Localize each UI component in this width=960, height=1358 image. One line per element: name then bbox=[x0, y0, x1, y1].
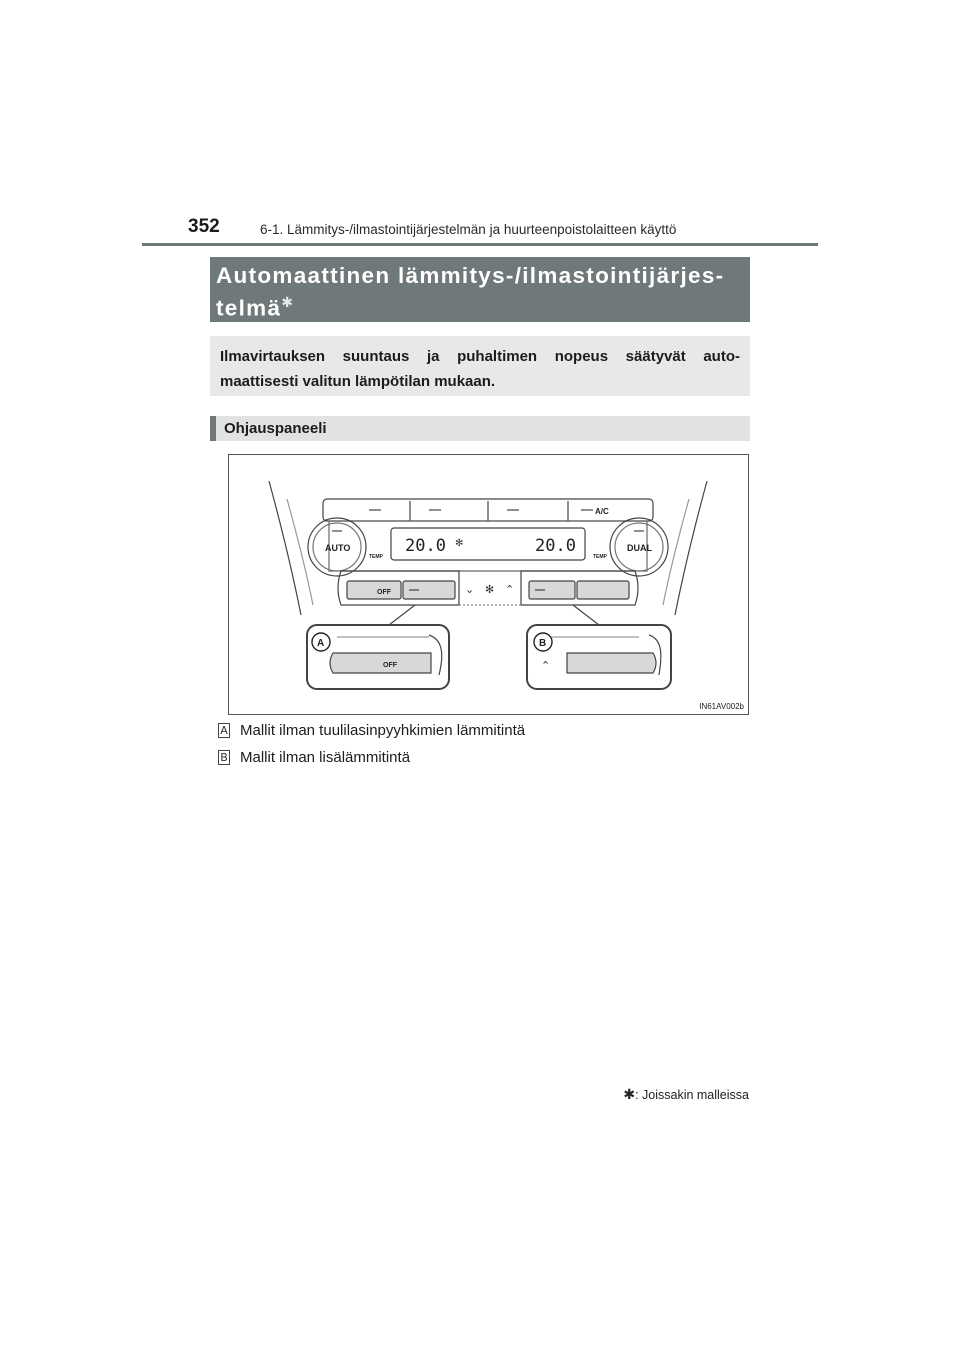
right-temp-display: 20.0 bbox=[535, 536, 576, 556]
footnote bbox=[623, 1086, 749, 1103]
legend-badge-a: A bbox=[218, 723, 230, 738]
off-button-label[interactable]: OFF bbox=[377, 589, 391, 596]
page-title-text: Automaattinen lämmitys-/ilmastointijärjes- telmä bbox=[216, 263, 725, 321]
legend-badge-b: B bbox=[218, 750, 230, 765]
left-temp-display: 20.0 bbox=[405, 536, 446, 556]
right-temp-label: TEMP bbox=[593, 554, 607, 560]
intro-summary: Ilmavirtauksen suuntaus ja puhaltimen nopeus säätyvät auto- maattisesti valitun lämpötilan mukaan. bbox=[210, 336, 750, 396]
control-panel-figure bbox=[228, 454, 749, 715]
legend-item-b bbox=[218, 749, 410, 766]
ac-button-label[interactable]: A/C bbox=[595, 507, 609, 516]
legend-item-a bbox=[218, 722, 525, 739]
title-banner bbox=[210, 257, 750, 322]
fan-up-icon: ⌃ bbox=[505, 583, 515, 596]
figure-code: IN61AV002b bbox=[699, 702, 744, 711]
page-title bbox=[216, 262, 742, 322]
left-temp-label: TEMP bbox=[369, 554, 383, 560]
legend-text-a: Mallit ilman tuulilasinpyyhkimien lämmitintä bbox=[240, 722, 526, 739]
chapter-header: 6-1. Lämmitys-/ilmastointijärjestelmän ja huurteenpoistolaitteen käyttö bbox=[260, 222, 677, 237]
header-divider bbox=[142, 243, 818, 246]
fan-icon: ✻ bbox=[485, 583, 495, 596]
fan-display-icon: ✻ bbox=[455, 538, 464, 549]
control-panel-illustration bbox=[229, 455, 750, 716]
dual-button-label[interactable]: DUAL bbox=[627, 543, 652, 553]
callout-b-letter: B bbox=[539, 638, 547, 649]
fan-down-icon: ⌄ bbox=[465, 583, 475, 596]
temp-up-icon: ⌃ bbox=[541, 659, 551, 672]
legend-text-b: Mallit ilman lisälämmitintä bbox=[240, 749, 411, 766]
callout-a-off-label: OFF bbox=[383, 662, 397, 669]
page-number: 352 bbox=[188, 216, 220, 237]
auto-button-label[interactable]: AUTO bbox=[325, 543, 351, 553]
footnote-text: : Joissakin malleissa bbox=[635, 1088, 749, 1102]
footnote-asterisk-icon: ✱ bbox=[623, 1086, 636, 1102]
section-heading: Ohjauspaneeli bbox=[210, 416, 750, 441]
callout-a-letter: A bbox=[317, 638, 325, 649]
title-asterisk-icon: ✱ bbox=[281, 294, 295, 310]
